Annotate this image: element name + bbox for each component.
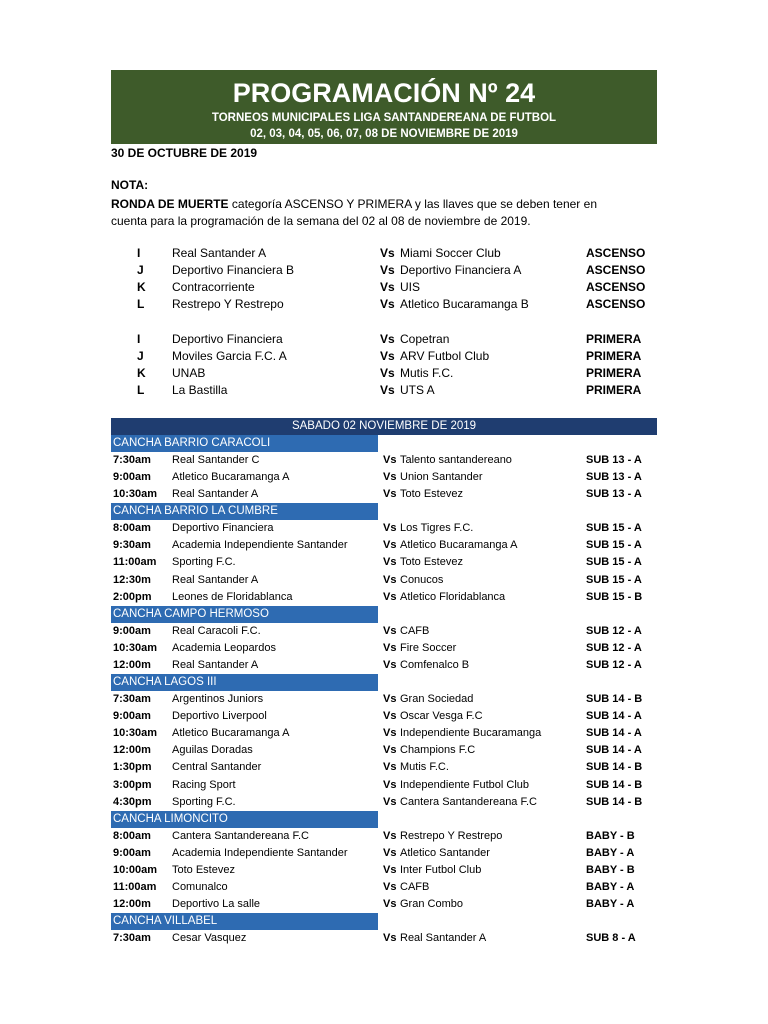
match-time: 12:30m xyxy=(113,573,151,586)
away-team: Union Santander xyxy=(400,471,483,484)
away-team: CAFB xyxy=(400,880,430,893)
venue-header xyxy=(111,913,657,930)
match-row xyxy=(111,742,657,759)
match-time: 11:00am xyxy=(113,556,157,569)
category: SUB 8 - A xyxy=(586,932,636,945)
category: SUB 13 - A xyxy=(586,488,642,501)
category: SUB 15 - A xyxy=(586,556,642,569)
home-team: Restrepo Y Restrepo xyxy=(172,297,284,311)
venue-name: CANCHA BARRIO CARACOLI xyxy=(111,435,378,452)
away-team: Fire Soccer xyxy=(400,641,457,654)
vs-label: Vs xyxy=(380,263,395,277)
home-team: Deportivo Financiera xyxy=(172,332,283,346)
away-team: UTS A xyxy=(400,383,435,397)
category: PRIMERA xyxy=(586,349,642,363)
key-letter: I xyxy=(137,332,141,346)
key-letter: J xyxy=(137,263,144,277)
match-time: 7:30am xyxy=(113,693,151,706)
day-header: SABADO 02 NOVIEMBRE DE 2019 xyxy=(111,418,657,435)
away-team: ARV Futbol Club xyxy=(400,349,490,363)
vs-label: Vs xyxy=(383,863,397,876)
away-team: Los Tigres F.C. xyxy=(400,522,474,535)
venue-header xyxy=(111,503,657,520)
vs-label: Vs xyxy=(383,693,397,706)
category: BABY - A xyxy=(586,880,635,893)
match-time: 8:00am xyxy=(113,522,151,535)
match-row xyxy=(111,879,657,896)
match-time: 10:00am xyxy=(113,863,158,876)
home-team: Argentinos Juniors xyxy=(172,693,264,706)
category: ASCENSO xyxy=(586,297,646,311)
away-team: Deportivo Financiera A xyxy=(400,263,522,277)
venue-name: CANCHA LIMONCITO xyxy=(111,811,378,828)
venue-header xyxy=(111,811,657,828)
key-row xyxy=(111,297,657,314)
match-time: 7:30am xyxy=(113,454,151,466)
home-team: Toto Estevez xyxy=(172,863,235,876)
away-team: Comfenalco B xyxy=(400,658,470,671)
header-banner xyxy=(111,70,657,144)
key-letter: K xyxy=(137,280,146,294)
match-time: 12:00m xyxy=(113,658,151,671)
match-time: 12:00m xyxy=(113,744,151,757)
category: SUB 15 - B xyxy=(586,590,643,603)
vs-label: Vs xyxy=(383,471,397,484)
match-row xyxy=(111,486,657,503)
match-time: 8:00am xyxy=(113,829,151,842)
category: BABY - A xyxy=(586,898,635,911)
ascenso-keys xyxy=(111,246,657,314)
match-time: 9:00am xyxy=(113,471,151,484)
away-team: Gran Sociedad xyxy=(400,693,474,706)
away-team: Mutis F.C. xyxy=(400,761,449,774)
match-row xyxy=(111,777,657,794)
vs-label: Vs xyxy=(383,539,397,552)
category: PRIMERA xyxy=(586,332,642,346)
home-team: La Bastilla xyxy=(172,383,228,397)
category: BABY - B xyxy=(586,829,635,842)
category: PRIMERA xyxy=(586,366,642,380)
vs-label: Vs xyxy=(383,880,397,893)
match-row xyxy=(111,640,657,657)
venue-header xyxy=(111,606,657,623)
vs-label: Vs xyxy=(383,829,397,842)
venue-header xyxy=(111,435,657,452)
home-team: Sporting F.C. xyxy=(172,795,236,808)
away-team: Talento santandereano xyxy=(400,454,512,466)
away-team: Real Santander A xyxy=(400,932,487,945)
away-team: Atletico Bucaramanga B xyxy=(400,297,529,311)
home-team: Deportivo Financiera xyxy=(172,522,274,535)
away-team: Restrepo Y Restrepo xyxy=(400,829,503,842)
match-time: 9:00am xyxy=(113,624,151,637)
vs-label: Vs xyxy=(380,383,395,397)
home-team: Real Caracoli F.C. xyxy=(172,624,261,637)
match-time: 3:00pm xyxy=(113,778,152,791)
venue-name: CANCHA VILLABEL xyxy=(111,913,378,930)
match-time: 9:00am xyxy=(113,710,151,723)
away-team: Atletico Bucaramanga A xyxy=(400,539,518,552)
away-team: Copetran xyxy=(400,332,450,346)
category: ASCENSO xyxy=(586,263,646,277)
match-time: 10:30am xyxy=(113,727,158,740)
key-row xyxy=(111,383,657,400)
key-row xyxy=(111,332,657,349)
vs-label: Vs xyxy=(383,641,397,654)
vs-label: Vs xyxy=(383,590,397,603)
home-team: Comunalco xyxy=(172,880,228,893)
home-team: Deportivo Financiera B xyxy=(172,263,295,277)
key-letter: L xyxy=(137,297,145,311)
category: ASCENSO xyxy=(586,280,646,294)
match-row xyxy=(111,520,657,537)
category: SUB 14 - B xyxy=(586,795,643,808)
home-team: Real Santander A xyxy=(172,246,267,260)
vs-label: Vs xyxy=(383,761,397,774)
vs-label: Vs xyxy=(383,658,397,671)
home-team: Deportivo La salle xyxy=(172,898,261,911)
home-team: Academia Independiente Santander xyxy=(172,539,348,552)
key-row xyxy=(111,246,657,263)
issue-date: 30 DE OCTUBRE DE 2019 xyxy=(111,146,258,160)
away-team: Independiente Bucaramanga xyxy=(400,727,542,740)
page-dates: 02, 03, 04, 05, 06, 07, 08 DE NOVIEMBRE DE 2019 xyxy=(250,128,518,140)
match-time: 11:00am xyxy=(113,880,157,893)
away-team: Independiente Futbol Club xyxy=(400,778,530,791)
match-time: 9:00am xyxy=(113,846,151,859)
vs-label: Vs xyxy=(383,795,397,808)
vs-label: Vs xyxy=(383,454,397,466)
away-team: Conucos xyxy=(400,573,444,586)
match-row xyxy=(111,623,657,640)
home-team: Racing Sport xyxy=(172,778,236,791)
match-row xyxy=(111,759,657,776)
vs-label: Vs xyxy=(383,522,397,535)
away-team: Champions F.C xyxy=(400,744,476,757)
home-team: Sporting F.C. xyxy=(172,556,236,569)
match-time: 12:00m xyxy=(113,898,151,911)
home-team: Real Santander C xyxy=(172,454,260,466)
home-team: Leones de Floridablanca xyxy=(172,590,293,603)
primera-keys xyxy=(111,332,657,400)
match-row xyxy=(111,469,657,486)
away-team: Miami Soccer Club xyxy=(400,246,501,260)
match-time: 1:30pm xyxy=(113,761,152,774)
category: SUB 14 - B xyxy=(586,693,643,706)
category: SUB 14 - B xyxy=(586,761,643,774)
vs-label: Vs xyxy=(380,332,395,346)
home-team: Academia Leopardos xyxy=(172,641,276,654)
category: SUB 14 - B xyxy=(586,778,643,791)
match-row xyxy=(111,845,657,862)
key-letter: L xyxy=(137,383,145,397)
category: SUB 14 - A xyxy=(586,744,642,757)
category: SUB 13 - A xyxy=(586,454,642,466)
category: SUB 12 - A xyxy=(586,624,642,637)
category: SUB 15 - A xyxy=(586,539,642,552)
match-row xyxy=(111,828,657,845)
category: BABY - B xyxy=(586,863,635,876)
key-row xyxy=(111,349,657,366)
vs-label: Vs xyxy=(383,932,397,945)
nota-label: NOTA: xyxy=(111,178,149,192)
vs-label: Vs xyxy=(380,246,395,260)
page-title: PROGRAMACIÓN Nº 24 xyxy=(232,78,536,108)
category: SUB 14 - A xyxy=(586,710,642,723)
home-team: Real Santander A xyxy=(172,658,259,671)
venue-name: CANCHA CAMPO HERMOSO xyxy=(111,606,378,623)
vs-label: Vs xyxy=(380,280,395,294)
key-row xyxy=(111,263,657,280)
match-time: 2:00pm xyxy=(113,590,152,603)
away-team: Atletico Floridablanca xyxy=(400,590,506,603)
vs-label: Vs xyxy=(383,898,397,911)
category: SUB 15 - A xyxy=(586,522,642,535)
away-team: Cantera Santandereana F.C xyxy=(400,795,537,808)
vs-label: Vs xyxy=(383,778,397,791)
vs-label: Vs xyxy=(383,573,397,586)
vs-label: Vs xyxy=(383,710,397,723)
match-time: 10:30am xyxy=(113,641,158,654)
match-row xyxy=(111,725,657,742)
match-time: 9:30am xyxy=(113,539,151,552)
match-row xyxy=(111,862,657,879)
away-team: Toto Estevez xyxy=(400,556,463,569)
match-time: 7:30am xyxy=(113,932,151,945)
match-row xyxy=(111,691,657,708)
away-team: Mutis F.C. xyxy=(400,366,454,380)
away-team: UIS xyxy=(400,280,421,294)
home-team: Academia Independiente Santander xyxy=(172,846,348,859)
away-team: Gran Combo xyxy=(400,898,463,911)
home-team: Cesar Vasquez xyxy=(172,932,247,945)
nota-body: categoría ASCENSO Y PRIMERA y las llaves que se deben tener en cuenta para la programación de la semana del 02 al 08 de noviembre de 2019. xyxy=(111,197,597,228)
home-team: Central Santander xyxy=(172,761,262,774)
key-row xyxy=(111,280,657,297)
schedule xyxy=(111,435,657,947)
venue-name: CANCHA BARRIO LA CUMBRE xyxy=(111,503,378,520)
match-row xyxy=(111,452,657,469)
venue-name: CANCHA LAGOS III xyxy=(111,674,378,691)
home-team: UNAB xyxy=(172,366,206,380)
home-team: Atletico Bucaramanga A xyxy=(172,727,290,740)
vs-label: Vs xyxy=(383,624,397,637)
away-team: Atletico Santander xyxy=(400,846,490,859)
vs-label: Vs xyxy=(383,556,397,569)
away-team: Inter Futbol Club xyxy=(400,863,482,876)
home-team: Real Santander A xyxy=(172,573,259,586)
match-row xyxy=(111,572,657,589)
category: BABY - A xyxy=(586,846,635,859)
home-team: Cantera Santandereana F.C xyxy=(172,829,309,842)
match-row xyxy=(111,708,657,725)
match-row xyxy=(111,554,657,571)
home-team: Aguilas Doradas xyxy=(172,744,253,757)
key-row xyxy=(111,366,657,383)
category: SUB 14 - A xyxy=(586,727,642,740)
page-subtitle: TORNEOS MUNICIPALES LIGA SANTANDEREANA DE FUTBOL xyxy=(211,112,557,124)
match-row xyxy=(111,657,657,674)
match-time: 4:30pm xyxy=(113,795,152,808)
vs-label: Vs xyxy=(383,744,397,757)
category: SUB 15 - A xyxy=(586,573,642,586)
home-team: Real Santander A xyxy=(172,488,259,501)
category: SUB 12 - A xyxy=(586,658,642,671)
match-time: 10:30am xyxy=(113,488,158,501)
home-team: Atletico Bucaramanga A xyxy=(172,471,290,484)
vs-label: Vs xyxy=(383,846,397,859)
category: PRIMERA xyxy=(586,383,642,397)
away-team: Oscar Vesga F.C xyxy=(400,710,483,723)
venue-header xyxy=(111,674,657,691)
match-row xyxy=(111,794,657,811)
match-row xyxy=(111,896,657,913)
category: ASCENSO xyxy=(586,246,646,260)
key-letter: K xyxy=(137,366,146,380)
nota-text xyxy=(111,196,631,230)
home-team: Deportivo Liverpool xyxy=(172,710,267,723)
vs-label: Vs xyxy=(380,297,395,311)
key-letter: I xyxy=(137,246,141,260)
match-row xyxy=(111,930,657,947)
match-row xyxy=(111,589,657,606)
category: SUB 12 - A xyxy=(586,641,642,654)
key-letter: J xyxy=(137,349,144,363)
vs-label: Vs xyxy=(383,488,397,501)
vs-label: Vs xyxy=(380,366,395,380)
away-team: CAFB xyxy=(400,624,430,637)
nota-bold: RONDA DE MUERTE xyxy=(111,197,229,211)
home-team: Contracorriente xyxy=(172,280,255,294)
vs-label: Vs xyxy=(383,727,397,740)
away-team: Toto Estevez xyxy=(400,488,463,501)
vs-label: Vs xyxy=(380,349,395,363)
home-team: Moviles Garcia F.C. A xyxy=(172,349,287,363)
category: SUB 13 - A xyxy=(586,471,642,484)
match-row xyxy=(111,537,657,554)
